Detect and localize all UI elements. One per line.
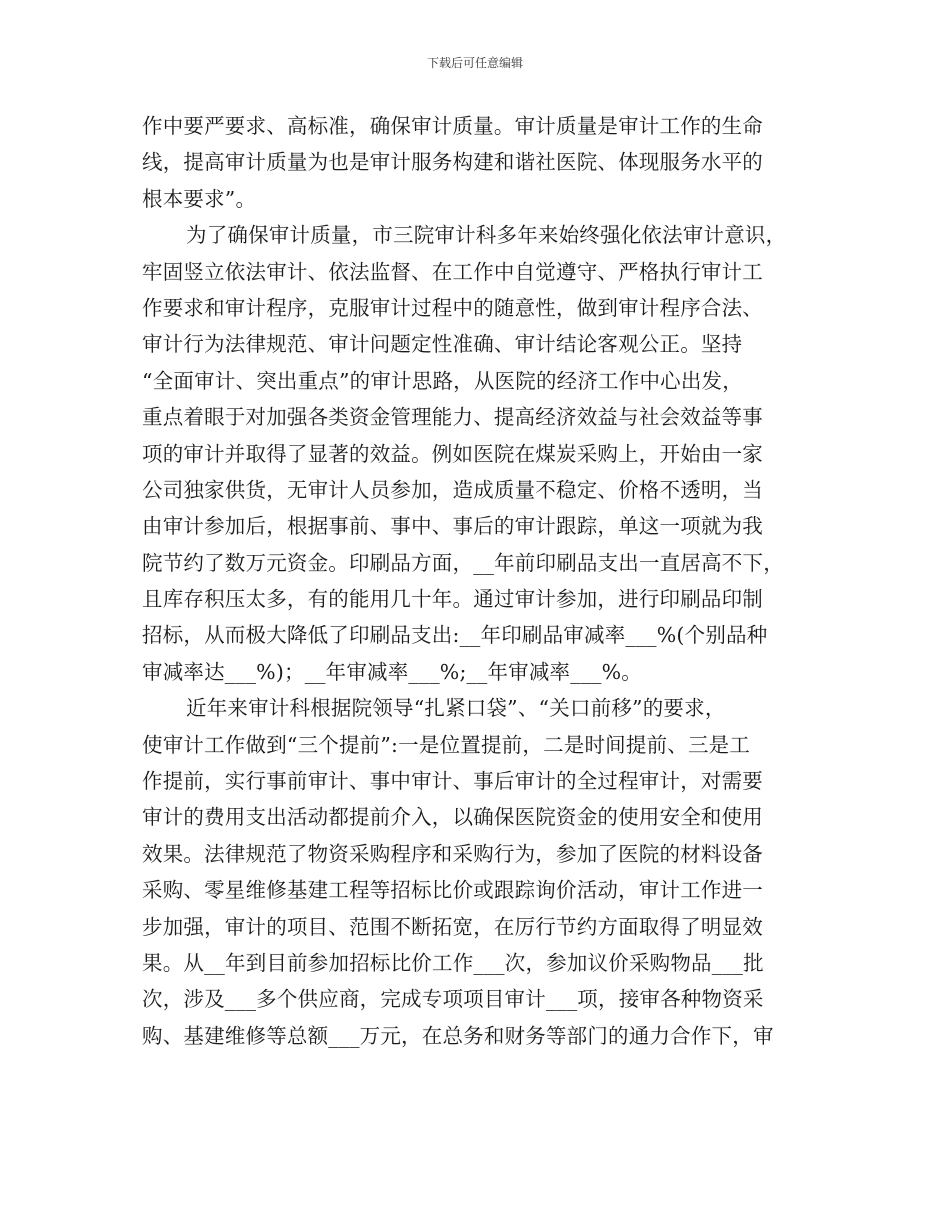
text-line: 作中要严要求、高标准，确保审计质量。审计质量是审计工作的生命 xyxy=(142,114,763,138)
text-line: 果。从__年到目前参加招标比价工作___次，参加议价采购物品___批 xyxy=(142,950,764,975)
text-line: 重点着眼于对加强各类资金管理能力、提高经济效益与社会效益等事 xyxy=(142,405,763,430)
text-line: 且库存积压太多，有的能用几十年。通过审计参加，进行印刷品印制 xyxy=(142,587,763,612)
text-line: 采购、零星维修基建工程等招标比价或跟踪询价活动，审计工作进一 xyxy=(142,878,763,903)
text-line: 牢固竖立依法审计、依法监督、在工作中自觉遵守、严格执行审计工 xyxy=(142,259,763,284)
text-line: 次，涉及___多个供应商，完成专项项目审计___项，接审各种物资采 xyxy=(142,987,764,1012)
text-line: 使审计工作做到“三个提前”:一是位置提前，二是时间提前、三是工 xyxy=(142,732,751,757)
text-line: 根本要求”。 xyxy=(142,186,257,211)
text-line: 招标，从而极大降低了印刷品支出:__年印刷品审减率___%(个别品种 xyxy=(142,623,768,648)
text-line: 线，提高审计质量为也是审计服务构建和谐社医院、体现服务水平的 xyxy=(142,150,763,175)
text-line: “全面审计、突出重点”的审计思路，从医院的经济工作中心出发， xyxy=(142,368,743,393)
text-line: 作要求和审计程序，克服审计过程中的随意性，做到审计程序合法、 xyxy=(142,295,763,320)
document-body xyxy=(142,108,802,1054)
text-line: 购、基建维修等总额___万元，在总务和财务等部门的通力合作下，审 xyxy=(142,1023,774,1048)
text-line: 项的审计并取得了显著的效益。例如医院在煤炭采购上，开始由一家 xyxy=(142,441,763,466)
text-line: 审减率达___%)；__年审减率___%;__年审减率___%。 xyxy=(142,659,642,684)
text-line: 由审计参加后，根据事前、事中、事后的审计跟踪，单这一项就为我 xyxy=(142,514,763,539)
text-line: 审计的费用支出活动都提前介入，以确保医院资金的使用安全和使用 xyxy=(142,805,763,830)
paragraph-first-line: 为了确保审计质量，市三院审计科多年来始终强化依法审计意识， xyxy=(186,223,787,248)
text-line: 作提前，实行事前审计、事中审计、事后审计的全过程审计，对需要 xyxy=(142,769,763,794)
text-line: 公司独家供货，无审计人员参加，造成质量不稳定、价格不透明，当 xyxy=(142,477,763,502)
text-line: 院节约了数万元资金。印刷品方面，__年前印刷品支出一直居高不下， xyxy=(142,550,784,575)
paragraph-first-line: 近年来审计科根据院领导“扎紧口袋”、“关口前移”的要求， xyxy=(186,696,726,721)
text-line: 审计行为法律规范、审计问题定性准确、审计结论客观公正。坚持 xyxy=(142,332,743,357)
text-line: 效果。法律规范了物资采购程序和采购行为，参加了医院的材料设备 xyxy=(142,841,763,866)
page-header: 下载后可任意编辑 xyxy=(426,56,523,70)
text-line: 步加强，审计的项目、范围不断拓宽，在厉行节约方面取得了明显效 xyxy=(142,914,763,939)
